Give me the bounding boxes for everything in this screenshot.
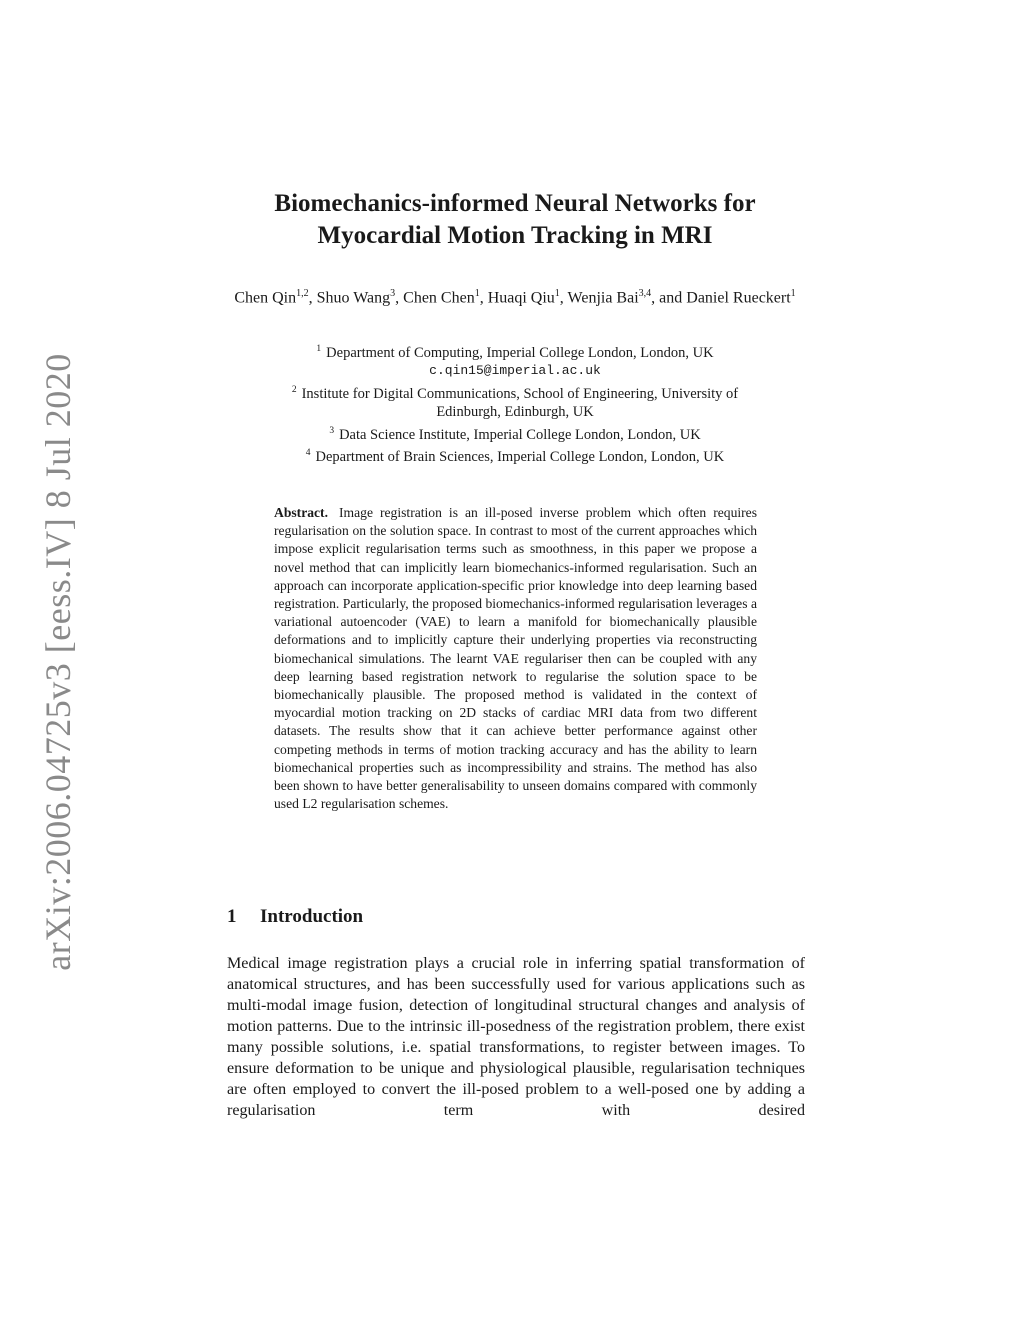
affiliation-1: $^1$ Department of Computing, Imperial College London, London, UK bbox=[316, 344, 714, 361]
section-title: Introduction bbox=[260, 906, 364, 927]
affiliation-2: $^2$ Institute for Digital Communications, School of Engineering, University of bbox=[291, 385, 739, 402]
author-email[interactable]: c.qin15@imperial.ac.uk bbox=[429, 363, 601, 379]
author-name: Huaqi Qiu bbox=[487, 289, 555, 307]
abstract-text: Image registration is an ill-posed inverse problem which often requires regularisation on the solution space. In contrast to most of the current approaches which impose explicit regularisation terms such as smoothness, in this paper we propose a novel method that can implicitly learn biomechanics-informed regularisation. Such an approach can incorporate application-specific prior knowledge into deep learning based registration. Particularly, the proposed biomechanics-informed regularisation leverages a variational autoencoder (VAE) to learn a manifold for biomechanically plausible deformations and to implicitly capture their underlying properties via reconstructing biomechanical simulations. The learnt VAE regulariser then can be coupled with any deep learning based registration network to regularise the solution space to be biomechanically plausible. The proposed method is validated in the context of myocardial motion tracking on 2D stacks of cardiac MRI data from two different datasets. The results show that it can achieve better performance against other competing methods in terms of motion tracking accuracy and has the ability to learn biomechanical properties such as incompressibility and strains. The method has also been shown to have better generalisability to unseen domains compared with commonly used L2 regularisation schemes. bbox=[274, 505, 758, 812]
author-name: Wenjia Bai bbox=[567, 289, 639, 307]
affiliation-3: $^3$ Data Science Institute, Imperial College London, London, UK bbox=[329, 426, 701, 443]
introduction-paragraph: Medical image registration plays a crucial role in inferring spatial transformation of anatomical structures, and has been successfully used for various applications such as multi-modal image fusion, detection of longitudinal structural changes and analysis of motion patterns. Due to the intrinsic ill-posedness of the registration problem, there exist many possible solutions, i.e. spatial transformations, to register between images. To ensure deformation to be unique and physiological plausible, regularisation techniques are often employed to convert the ill-posed problem to a well-posed one by adding a regularisation term with desired bbox=[227, 955, 805, 1119]
author-name: Shuo Wang bbox=[316, 289, 391, 307]
title-line-2: Myocardial Motion Tracking in MRI bbox=[317, 222, 713, 249]
paper-title bbox=[200, 188, 830, 252]
author-affil-sup: 1,2 bbox=[296, 288, 309, 299]
arxiv-identifier: arXiv:2006.04725v3 [eess.IV] 8 Jul 2020 bbox=[38, 353, 78, 971]
author-affil-sup: 1 bbox=[790, 288, 796, 299]
section-heading bbox=[227, 906, 363, 928]
author-affil-sup: 3 bbox=[390, 288, 396, 299]
author-affil-sup: 1 bbox=[554, 288, 560, 299]
affiliations bbox=[222, 340, 808, 467]
author-name: Chen Qin bbox=[234, 289, 297, 307]
author-name: Daniel Rueckert bbox=[686, 289, 791, 307]
author-affil-sup: 3,4 bbox=[638, 288, 652, 299]
affiliation-4: $^4$ Department of Brain Sciences, Imperial College London, London, UK bbox=[305, 448, 725, 466]
author-list: Chen Qin$^{1,2}$, Shuo Wang$^3$, Chen Chen$^1$, Huaqi Qiu$^1$, Wenjia Bai$^{3,4}$, and Daniel Rueckert$^1$ bbox=[234, 288, 796, 307]
author-name: Chen Chen bbox=[403, 289, 475, 307]
title-line-1: Biomechanics-informed Neural Networks for bbox=[274, 190, 756, 217]
author-affil-sup: 1 bbox=[474, 288, 480, 299]
affiliation-2-cont: Edinburgh, Edinburgh, UK bbox=[436, 404, 594, 421]
abstract bbox=[274, 504, 757, 813]
abstract-label: Abstract. bbox=[274, 505, 328, 520]
section-number: 1 bbox=[227, 906, 237, 927]
